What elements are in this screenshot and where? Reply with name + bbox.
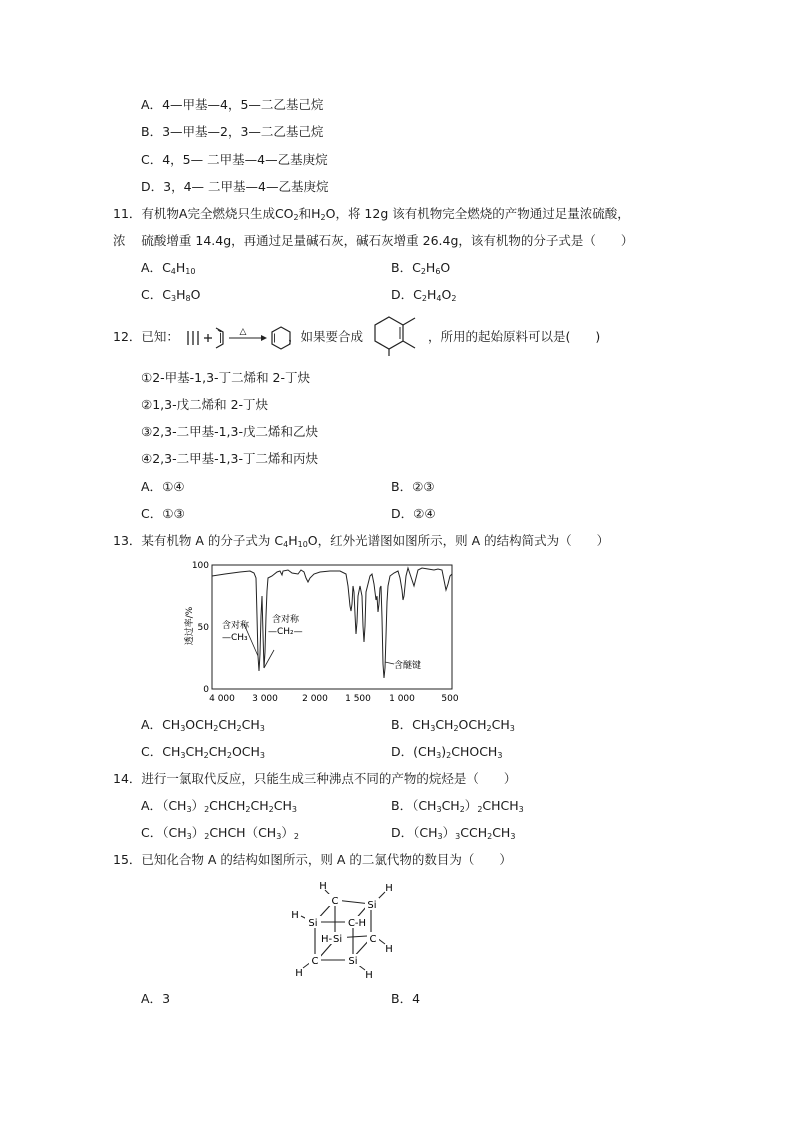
ir-annotation-ch2-line2: —CH₂— xyxy=(268,627,303,637)
ir-xtick-500: 500 xyxy=(441,694,459,704)
ir-spectrum-figure xyxy=(180,556,465,706)
ir-annotation-ch3-line2: —CH₃ xyxy=(222,633,248,643)
ir-annotation-ch3-line1: 含对称 xyxy=(222,621,250,631)
ir-xtick-4000: 4 000 xyxy=(209,694,235,704)
q10-option-d: D．3，4— 二甲基—4—乙基庚烷 xyxy=(141,179,329,194)
ir-ytick-50: 50 xyxy=(197,623,209,633)
atom-h-1: H xyxy=(319,881,327,892)
q15-option-a: A．3 xyxy=(141,991,171,1006)
atom-h-3: H xyxy=(291,910,299,921)
ir-annotation-ch2-line1: 含对称 xyxy=(272,615,300,625)
diels-alder-scheme xyxy=(185,318,295,356)
q11-option-c: C．$C_3H_8O$ xyxy=(141,287,201,303)
q11-stem-line1: 11．有机物A完全燃烧只生成$CO_2$和$H_2O$，将 12g 该有机物完全燃烧的产物通过足量浓硫酸， xyxy=(113,206,630,222)
q15-option-b: B．4 xyxy=(391,991,421,1006)
atom-si-left: Si xyxy=(308,918,318,929)
q11-option-d: D．$C_2H_4O_2$ xyxy=(391,287,457,303)
q12-stem-mid: ，如果要合成 xyxy=(288,329,364,344)
q12-choice-2: ②1,3-戊二烯和 2-丁炔 xyxy=(141,397,269,412)
q12-stem-end: ，所用的起始原料可以是( ) xyxy=(428,329,601,344)
q12-number-known: 12．已知： xyxy=(113,329,179,344)
q10-option-a: A．4—甲基—4，5—二乙基己烷 xyxy=(141,97,324,112)
atom-c-h-middle: C-H xyxy=(347,918,367,929)
atom-h-6: H xyxy=(365,970,373,980)
q12-option-a: A．①④ xyxy=(141,479,185,494)
target-molecule xyxy=(373,313,425,357)
atom-h-2: H xyxy=(385,883,393,894)
ir-ylabel: 透过率/% xyxy=(185,606,195,646)
ir-xtick-2000: 2 000 xyxy=(302,694,328,704)
atom-si-center: Si xyxy=(333,934,343,945)
q11-stem-line2: 浓 硫酸增重 14.4g，再通过足量碱石灰，碱石灰增重 26.4g，该有机物的分子式是（ ） xyxy=(113,233,634,248)
atom-h-4: H xyxy=(385,944,393,955)
q10-option-c: C．4，5— 二甲基—4—乙基庚烷 xyxy=(141,152,328,167)
heat-label: △ xyxy=(239,327,247,337)
arrow-head xyxy=(261,335,267,341)
atom-h-dash: H- xyxy=(321,934,333,945)
q12-choice-3: ③2,3-二甲基-1,3-戊二烯和乙炔 xyxy=(141,424,318,439)
q12-option-b: B．②③ xyxy=(391,479,435,494)
ir-xtick-1000: 1 000 xyxy=(389,694,415,704)
q12-option-c: C．①③ xyxy=(141,506,185,521)
ir-xtick-1500: 1 500 xyxy=(345,694,371,704)
atom-si-bottom: Si xyxy=(348,956,358,967)
q13-option-c: C．$CH_3CH_2CH_2OCH_3$ xyxy=(141,744,265,760)
atom-c-bottom-left: C xyxy=(311,956,319,967)
q14-stem: 14．进行一氯取代反应，只能生成三种沸点不同的产物的烷烃是（ ） xyxy=(113,771,517,786)
q13-option-d: D．$(CH_3)_2CHOCH_3$ xyxy=(391,744,503,760)
ir-ytick-100: 100 xyxy=(191,561,209,571)
q13-option-b: B．$CH_3CH_2OCH_2CH_3$ xyxy=(391,717,515,733)
q14-option-b: B．$(CH_3CH_2)_2CHCH_3$ xyxy=(391,798,524,814)
q14-option-a: A．$(CH_3)_2CHCH_2CH_2CH_3$ xyxy=(141,798,297,814)
atom-si-top-right: Si xyxy=(367,900,377,911)
q11-option-a: A．$C_4H_{10}$ xyxy=(141,260,196,276)
q13-option-a: A．$CH_3OCH_2CH_2CH_3$ xyxy=(141,717,265,733)
target-methyl-1 xyxy=(403,318,415,325)
target-ring xyxy=(375,317,403,349)
q12-choice-4: ④2,3-二甲基-1,3-丁二烯和丙炔 xyxy=(141,451,318,466)
q14-option-c: C．$(CH_3)_2CHCH(CH_3)_2$ xyxy=(141,825,299,841)
q12-choice-1: ①2-甲基-1,3-丁二烯和 2-丁炔 xyxy=(141,370,311,385)
q11-option-b: B．$C_2H_6O$ xyxy=(391,260,451,276)
compound-a-structure xyxy=(285,878,405,980)
atom-c-top: C xyxy=(331,896,339,907)
q10-option-b: B．3—甲基—2，3—二乙基己烷 xyxy=(141,124,324,139)
q15-stem: 15．已知化合物 A 的结构如图所示，则 A 的二氯代物的数目为（ ） xyxy=(113,852,512,867)
q14-option-d: D．$(CH_3)_3CCH_2CH_3$ xyxy=(391,825,516,841)
target-methyl-2 xyxy=(403,341,415,348)
ir-xtick-3000: 3 000 xyxy=(252,694,278,704)
ir-annotation-ether: 含醚键 xyxy=(394,661,422,671)
atom-h-5: H xyxy=(295,968,303,979)
q13-stem: 13．某有机物 A 的分子式为 $C_4H_{10}O$，红外光谱图如图所示，则 A 的结构简式为（ ） xyxy=(113,533,610,549)
ir-ytick-0: 0 xyxy=(203,685,209,695)
ir-annotation-leader-ether xyxy=(385,662,394,664)
q12-option-d: D．②④ xyxy=(391,506,436,521)
ir-annotation-leader-ch2 xyxy=(264,650,274,668)
atom-c-right: C xyxy=(369,934,377,945)
